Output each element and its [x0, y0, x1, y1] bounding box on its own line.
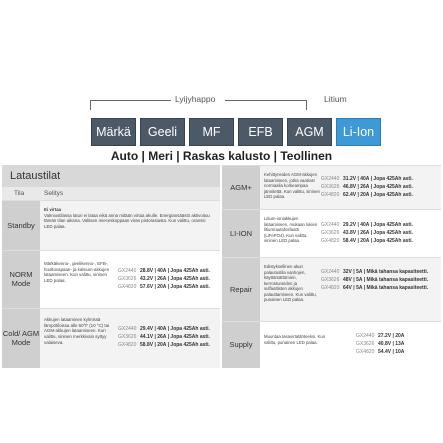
spec-value: 44.1V | 26A | Jopa 425Ah asti. — [140, 334, 210, 340]
mode-label: NORM Mode — [2, 251, 40, 309]
spec-model: GX3626 — [321, 230, 340, 236]
chip-li-ion: Li-Ion — [336, 118, 381, 146]
spec-line — [118, 325, 210, 333]
spec-value: 64V | 5A | Mikä tahansa kapasiteetti. — [343, 285, 429, 291]
spec-model: GX2440 — [118, 326, 137, 332]
mode-label: Standby — [2, 201, 40, 251]
spec-model: GX4820 — [321, 238, 340, 244]
spec-line — [321, 175, 413, 183]
chip-wet: Märkä — [91, 118, 136, 146]
mode-description: Märkäkenno-, geelikenno-, EFB-, huoltovapaan- ja kalsium-akkujen lataamiseen. Kun valittu, sininen LED palaa. — [44, 261, 110, 284]
mode-row-repair — [222, 257, 441, 322]
col-desc-header: Selitys — [44, 190, 64, 197]
mode-row-cold-agm — [2, 308, 220, 368]
spec-list — [118, 325, 210, 349]
spec-value: 62.4V | 20A | Jopa 425Ah asti. — [343, 192, 413, 198]
mode-description: Edistyksellinen akun palautustila vanhojen, käyttämättömien, kerrostuneiden ja sulfaattisten akkujen palauttamiseen. Kun valittu, punainen LED palaa. — [264, 264, 317, 303]
mode-row-standby — [2, 200, 220, 251]
spec-line — [321, 183, 413, 191]
spec-list — [321, 175, 413, 199]
spec-list — [118, 267, 210, 291]
chip-agm: AGM — [287, 118, 332, 146]
spec-line — [321, 276, 428, 284]
spec-value: 54.4V | 10A — [378, 349, 405, 355]
spec-model: GX3626 — [321, 277, 340, 283]
lead-acid-label: Lyijyhappo — [175, 94, 216, 104]
spec-line — [118, 341, 210, 349]
spec-value: 29.2V | 40A | Jopa 425Ah asti. — [343, 222, 413, 228]
spec-value: 57.6V | 20A | Jopa 425Ah asti. — [140, 284, 210, 290]
mode-label: Supply — [222, 322, 260, 368]
mode-description: Akkujen lataaminen kylmissä lämpötiloissa alle 50°F (10 °C) tai AGM-akkujen lataamiseen. Kun valittu, sininen merkkivalo syttyy valaiseva. — [44, 317, 110, 345]
spec-value: 43.8V | 26A | Jopa 425Ah asti. — [343, 230, 413, 236]
chip-mf: MF — [189, 118, 234, 146]
mode-description — [44, 207, 214, 230]
spec-line — [118, 267, 210, 275]
mode-label: Repair — [222, 258, 260, 322]
spec-list — [356, 332, 404, 356]
lithium-label: Litium — [324, 94, 347, 104]
mode-row-supply — [222, 321, 441, 368]
spec-model: GX2440 — [118, 268, 137, 274]
spec-value: 29.4V | 40A | Jopa 425Ah asti. — [140, 326, 210, 332]
spec-model: GX2440 — [321, 222, 340, 228]
spec-value: 31.2V | 40A | Jopa 425Ah asti. — [343, 176, 413, 182]
spec-line — [321, 284, 428, 292]
spec-model: GX2440 — [356, 333, 375, 339]
spec-line — [118, 275, 210, 283]
spec-line — [321, 237, 413, 245]
mode-description: Kehittyneiden AGM-akkujen lataamiseen, jotka vaativat normaalia korkeampaa jännitettä. Kun valittu, sininen LED palaa. — [264, 172, 320, 200]
mode-label: LI-ION — [222, 210, 260, 258]
spec-value: 40.8V | 13A — [378, 341, 405, 347]
spec-line — [321, 229, 413, 237]
spec-line — [118, 333, 210, 341]
spec-value: 58.8V | 20A | Jopa 425Ah asti. — [140, 342, 210, 348]
spec-model: GX3626 — [356, 341, 375, 347]
spec-model: GX3626 — [118, 334, 137, 340]
mode-desc-text: Valmiustilassa laturi ei lataa eikä anna mitään virtaa akulle. Energiansäästö aktivoituu tämän tilan aikana. Valitsen mieceskoppaan viran pistorasiasta. Kun valittu, oranssi LED palaa. — [44, 212, 210, 230]
spec-line — [321, 191, 413, 199]
spec-line — [356, 348, 404, 356]
chip-efb: EFB — [238, 118, 283, 146]
spec-model: GX4820 — [118, 342, 137, 348]
battery-types-header — [0, 0, 443, 165]
spec-model: GX4820 — [356, 349, 375, 355]
spec-model: GX2440 — [321, 269, 340, 275]
spec-line — [356, 332, 404, 340]
mode-description: Muuntaa tasavirtalähteeksi. Kun valittu, punainen LED palaa. — [264, 334, 326, 345]
mode-label: AGM+ — [222, 166, 260, 210]
spec-model: GX2440 — [321, 176, 340, 182]
spec-value: 46.8V | 26A | Jopa 425Ah asti. — [343, 184, 413, 190]
spec-value: 32V | 5A | Mikä tahansa kapasiteetti. — [343, 269, 429, 275]
applications-line: Auto | Meri | Raskas kalusto | Teollinen — [110, 149, 333, 163]
spec-line — [356, 340, 404, 348]
spec-value: 43.2V | 26A | Jopa 425Ah asti. — [140, 276, 210, 282]
spec-list — [321, 221, 413, 245]
spec-model: GX3626 — [321, 184, 340, 190]
spec-model: GX4820 — [321, 192, 340, 198]
spec-model: GX4820 — [118, 284, 137, 290]
battery-chip-list — [91, 118, 381, 146]
mode-description: Litium-ioniakkujen lataamiseen, mukaan lukien litiumrautafosfaatti (LiFePO4). Kun valittu, sininen LED palaa. — [264, 216, 318, 244]
spec-line — [118, 283, 210, 291]
spec-value: 28.8V | 40A | Jopa 425Ah asti. — [140, 268, 210, 274]
table-header-row — [2, 187, 220, 200]
mode-desc-title: Ei virtaa — [44, 207, 62, 212]
mode-row-agm-plus — [222, 165, 441, 210]
table-title: Lataustilat — [2, 165, 220, 187]
spec-value: 27.2V | 20A — [378, 333, 405, 339]
spec-value: 58.4V | 20A | Jopa 425Ah asti. — [343, 238, 413, 244]
spec-line — [321, 221, 413, 229]
spec-list — [321, 268, 428, 292]
mode-label: Cold/ AGM Mode — [2, 309, 40, 368]
col-mode-header: Tila — [14, 190, 25, 197]
spec-line — [321, 268, 428, 276]
spec-value: 48V | 5A | Mikä tahansa kapasiteetti. — [343, 277, 429, 283]
spec-model: GX3626 — [118, 276, 137, 282]
charging-modes-table — [2, 165, 441, 367]
mode-row-norm — [2, 250, 220, 309]
spec-model: GX4820 — [321, 285, 340, 291]
mode-row-li-ion — [222, 209, 441, 258]
chip-gel: Geeli — [140, 118, 185, 146]
